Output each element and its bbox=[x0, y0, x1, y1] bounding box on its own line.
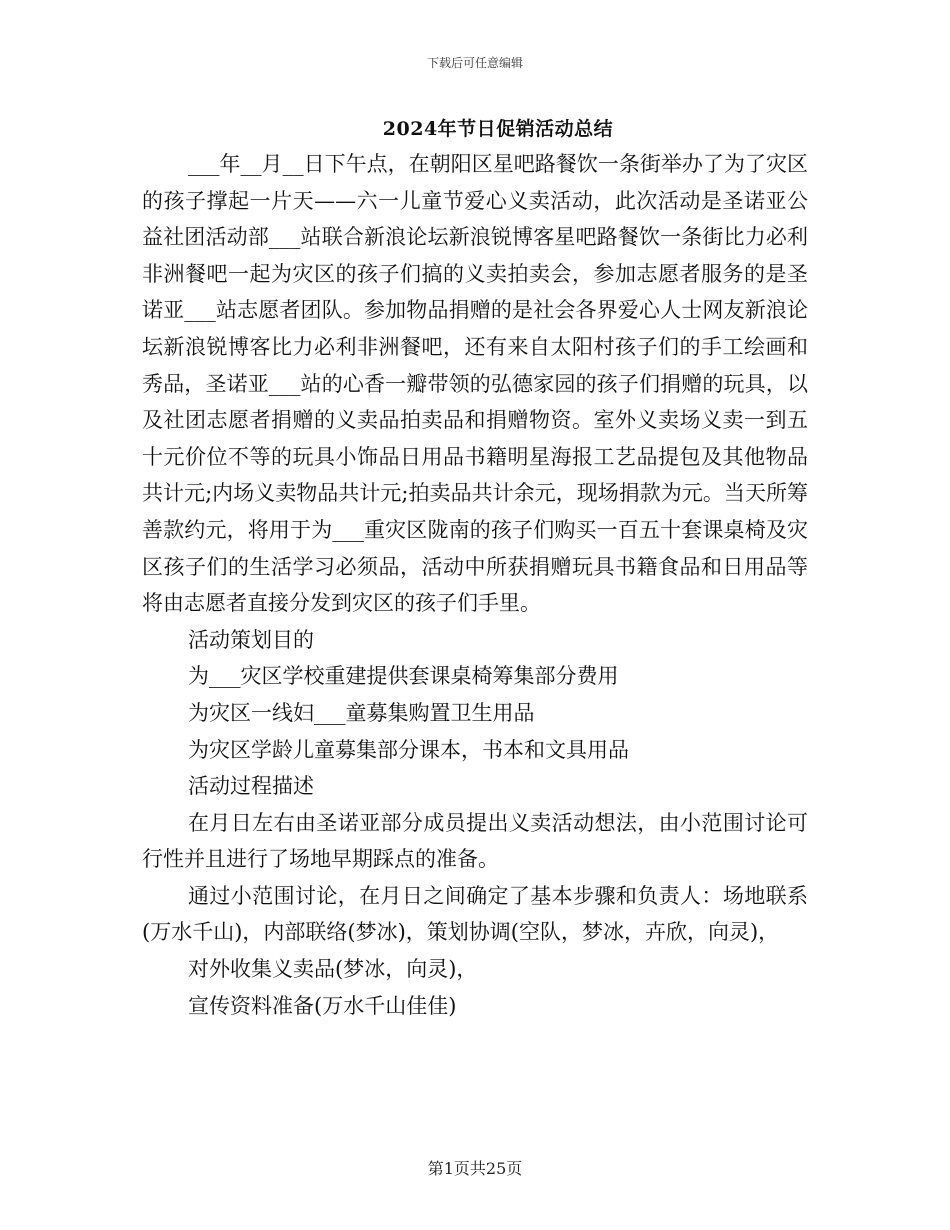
page-number-footer: 第1页共25页 bbox=[427, 1159, 523, 1178]
header-note: 下载后可任意编辑 bbox=[426, 56, 523, 70]
paragraph-process-3: 对外收集义卖品(梦冰，向灵)， bbox=[188, 957, 478, 982]
paragraph-purpose-heading: 活动策划目的 bbox=[188, 627, 314, 652]
paragraph-process-1: 在月日左右由圣诺亚部分成员提出义卖活动想法，由小范围讨论可行性并且进行了场地早期踩点的准备。 bbox=[142, 810, 808, 872]
paragraph-purpose-2: 为灾区一线妇___童募集购置卫生用品 bbox=[188, 700, 535, 725]
paragraph-process-heading: 活动过程描述 bbox=[188, 774, 314, 799]
paragraph-purpose-3: 为灾区学龄儿童募集部分课本，书本和文具用品 bbox=[188, 737, 629, 762]
paragraph-purpose-1: 为___灾区学校重建提供套课桌椅筹集部分费用 bbox=[188, 664, 619, 689]
document-title: 2024年节日促销活动总结 bbox=[382, 118, 614, 140]
paragraph-process-4: 宣传资料准备(万水千山佳佳) bbox=[188, 993, 457, 1018]
paragraph-intro: ___年__月__日下午点，在朝阳区星吧路餐饮一条街举办了为了灾区的孩子撑起一片天——六一儿童节爱心义卖活动，此次活动是圣诺亚公益社团活动部___站联合新浪论坛新浪锐博客星吧路餐饮一条街比力必利非洲餐吧一起为灾区的孩子们搞的义卖拍卖会，参加志愿者服务的是圣诺亚___站志愿者团队。参加物品捐赠的是社会各界爱心人士网友新浪论坛新浪锐博客比力必利非洲餐吧，还有来自太阳村孩子们的手工绘画和秀品，圣诺亚___站的心香一瓣带领的弘德家园的孩子们捐赠的玩具，以及社团志愿者捐赠的义卖品拍卖品和捐赠物资。室外义卖场义卖一到五十元价位不等的玩具小饰品日用品书籍明星海报工艺品提包及其他物品共计元;内场义卖物品共计元;拍卖品共计余元，现场捐款为元。当天所筹善款约元，将用于为___重灾区陇南的孩子们购买一百五十套课桌椅及灾区孩子们的生活学习必须品，活动中所获捐赠玩具书籍食品和日用品等将由志愿者直接分发到灾区的孩子们手里。 bbox=[142, 152, 808, 616]
paragraph-process-2: 通过小范围讨论，在月日之间确定了基本步骤和负责人：场地联系(万水千山)，内部联络(梦冰)，策划协调(空队，梦冰，卉欣，向灵)， bbox=[142, 883, 808, 945]
document-body bbox=[142, 146, 808, 1024]
